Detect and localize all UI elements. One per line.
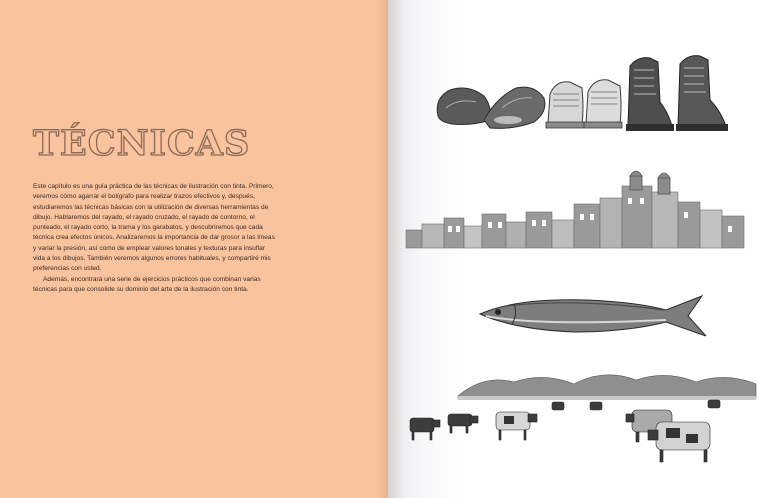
right-page <box>388 0 780 498</box>
intro-paragraph: Además, encontrará una serie de ejercicios prácticos que combinan varias técnicas para que consolide su dominio del arte de la ilustración con tinta. <box>33 275 261 293</box>
left-page <box>0 0 388 498</box>
shoes-illustration <box>432 50 772 134</box>
town-illustration <box>404 168 748 254</box>
intro-paragraph: Este capítulo es una guía práctica de las técnicas de ilustración con tinta. Primero, veremos cómo agarrar el bolígrafo para realizar trazos efectivos y, después, estudiaremos las técnicas básicas con la utilización de diversas herramientas de dibujo. Hablaremos del rayado, el rayado cruzado, el rayado de contorno, el punteado, el rayado corto, la trama y los garabatos, y descubriremos que cada técnica crea efectos únicos. Analizaremos la importancia de dar grosor a las líneas y variar la presión, así como de emplear valores tonales y texturas para insuflar vida a los dibujos. También veremos algunos errores habituales, y compartiré mis preferencias con usted. <box>33 183 275 273</box>
chapter-intro <box>33 182 278 295</box>
chapter-title: TÉCNICAS <box>33 123 251 164</box>
book-gutter <box>376 0 404 498</box>
cows-illustration <box>404 360 760 468</box>
fish-illustration <box>476 290 710 342</box>
